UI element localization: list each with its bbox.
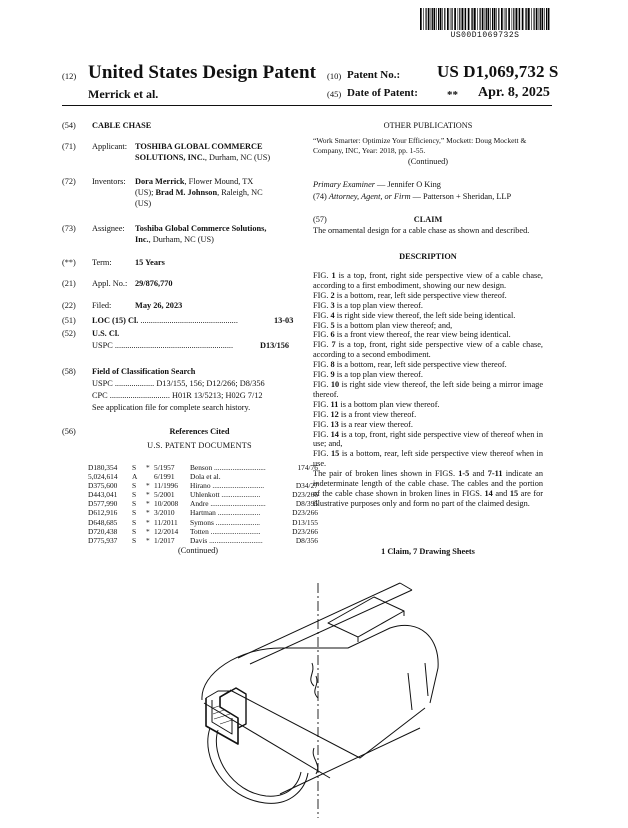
reference-date: 11/2011 [154, 517, 178, 527]
filed-label: Filed: [92, 301, 112, 310]
barcode-number: US00D1069732S [450, 31, 520, 40]
us-patent-documents-label: U.S. PATENT DOCUMENTS [147, 441, 252, 450]
reference-patent-number: D648,685 [88, 517, 118, 527]
term-value: 15 Years [135, 258, 165, 267]
examiner-name: — Jennifer O King [374, 180, 441, 189]
barcode-bar [501, 8, 503, 30]
barcode-bar [486, 8, 487, 30]
barcode-bar [528, 8, 530, 30]
barcode-bar [434, 8, 436, 30]
barcode-bar [544, 8, 545, 30]
description-paragraph: FIG. 15 is a bottom, rear, left side perspective view thereof when in use. [313, 449, 543, 469]
description-paragraph: The pair of broken lines shown in FIGS. 1-5 and 7-11 indicate an indeterminate length of the cable chase. The cables and the portion of the cable chase shown in broken lines in FIGS. 14 and 15 are for illustrative purposes only and form no part of the claimed design. [313, 469, 543, 508]
uspc-dots: ......................................................... [112, 341, 234, 350]
barcode-bar [525, 8, 526, 30]
barcode-bar [504, 8, 505, 30]
other-publications-title: OTHER PUBLICATIONS [383, 121, 473, 130]
header-code-10: (10) [327, 71, 342, 81]
barcode-bar [519, 8, 520, 30]
header-rule [62, 105, 552, 106]
loc-label: LOC (15) Cl. [92, 316, 139, 325]
inventor-2-name: Brad M. Johnson [155, 188, 218, 197]
reference-patent-number: D443,041 [88, 490, 118, 500]
patent-number-label: Patent No.: [347, 69, 401, 81]
examiner-label: Primary Examiner [313, 180, 375, 189]
reference-name: Totten ........................... [190, 526, 261, 536]
references-table [88, 463, 318, 545]
loc-value: 13-03 [274, 316, 294, 325]
representative-figure-drawing [190, 578, 450, 823]
reference-class: D13/155 [292, 517, 318, 527]
inventor-1-country: (US); [135, 188, 156, 197]
barcode-bar [450, 8, 451, 30]
reference-class: D8/395 [295, 499, 318, 509]
term-label: Term: [92, 258, 112, 267]
description-paragraph: FIG. 8 is a bottom, rear, left side perspective view thereof. [313, 360, 507, 370]
applicant-label: Applicant: [92, 142, 128, 151]
barcode-bar [471, 8, 472, 30]
barcode-bar [492, 8, 493, 30]
barcode-bar [512, 8, 513, 30]
barcode-bar [516, 8, 518, 30]
reference-class: D34/27 [295, 481, 318, 491]
field-72-code: (72) [62, 177, 76, 186]
reference-row [88, 508, 318, 517]
reference-kind: S [132, 499, 137, 509]
barcode-bar [542, 8, 544, 30]
reference-patent-number: D720,438 [88, 526, 118, 536]
reference-patent-number: 5,024,614 [88, 472, 118, 482]
reference-class: D23/266 [292, 490, 318, 500]
barcode-bar [454, 8, 456, 30]
inventor-1-location: , Flower Mound, TX [184, 177, 254, 186]
reference-date: 5/2001 [154, 490, 175, 500]
field-52-code: (52) [62, 329, 76, 338]
field-of-search-label: Field of Classification Search [92, 367, 196, 376]
attorney-code: (74) [313, 192, 327, 201]
reference-class: 174/76 [297, 463, 318, 472]
reference-row [88, 481, 318, 490]
description-paragraph: FIG. 6 is a front view thereof, the rear view being identical. [313, 330, 511, 340]
reference-row [88, 472, 318, 481]
barcode-bar [546, 8, 547, 30]
barcode-bar [442, 8, 443, 30]
barcode-bar [459, 8, 460, 30]
assignee-name-2: Inc. [135, 235, 149, 244]
reference-kind: S [132, 535, 137, 545]
field-58-code: (58) [62, 367, 76, 376]
barcode-bar [452, 8, 453, 30]
barcode-bar [431, 8, 432, 30]
applicant-location: , Durham, NC (US) [204, 153, 271, 162]
reference-class: D23/266 [292, 526, 318, 536]
reference-date: 1/2017 [154, 535, 175, 545]
description-paragraph: FIG. 13 is a rear view thereof. [313, 419, 414, 429]
uspc-value: D13/156 [260, 341, 290, 350]
barcode-bar [474, 8, 476, 30]
barcode-bar [522, 8, 524, 30]
reference-examiner-star: * [146, 535, 150, 545]
barcode-bar [462, 8, 464, 30]
search-history-note: See application file for complete search history. [92, 403, 251, 412]
description-paragraph: FIG. 2 is a bottom, rear, left side perspective view thereof. [313, 290, 507, 300]
other-publications-continued: (Continued) [407, 157, 449, 166]
barcode-bar [458, 8, 459, 30]
references-continued: (Continued) [177, 546, 219, 555]
barcode-bar [444, 8, 445, 30]
barcode-bar [440, 8, 442, 30]
reference-name: Dola et al. [190, 472, 221, 482]
document-type-title: United States Design Patent [88, 62, 317, 83]
date-of-patent: Apr. 8, 2025 [478, 85, 550, 100]
barcode-bar [531, 8, 532, 30]
barcode-bar [498, 8, 499, 30]
barcode-bar [464, 8, 465, 30]
barcode-bar [526, 8, 527, 30]
barcode-bar [482, 8, 484, 30]
barcode-bar [490, 8, 491, 30]
barcode-bar [423, 8, 424, 30]
applicant-name-2: SOLUTIONS, INC. [135, 153, 205, 162]
barcode-bar [548, 8, 550, 30]
barcode-bar [518, 8, 519, 30]
field-54-code: (54) [62, 121, 76, 130]
reference-row [88, 490, 318, 499]
reference-examiner-star [146, 472, 154, 481]
field-21-code: (21) [62, 279, 76, 288]
reference-name: Hirano ............................ [190, 481, 265, 491]
inventor-1-name: Dora Merrick [135, 177, 185, 186]
reference-examiner-star: * [146, 481, 150, 491]
description-paragraph: FIG. 9 is a top plan view thereof. [313, 370, 423, 380]
reference-name: Hartman ....................... [190, 508, 261, 518]
reference-row [88, 518, 318, 527]
appl-no-value: 29/876,770 [135, 279, 173, 288]
description-paragraph: FIG. 5 is a bottom plan view thereof; and, [313, 320, 453, 330]
assignee-location: , Durham, NC (US) [148, 235, 214, 244]
barcode-bar [477, 8, 478, 30]
field-51-code: (51) [62, 316, 76, 325]
field-71-code: (71) [62, 142, 76, 151]
appl-no-label: Appl. No.: [92, 279, 128, 288]
attorney-label: Attorney, Agent, or Firm [328, 192, 411, 201]
uspc-label: USPC [92, 341, 113, 350]
references-cited-label: References Cited [169, 427, 230, 436]
claims-sheets-count: 1 Claim, 7 Drawing Sheets [381, 547, 475, 556]
claim-title: CLAIM [413, 215, 443, 224]
barcode-bar [488, 8, 490, 30]
reference-row [88, 463, 318, 472]
reference-examiner-star: * [146, 526, 150, 536]
assignee-name: Toshiba Global Commerce Solutions, [135, 224, 267, 233]
field-56-code: (56) [62, 427, 76, 436]
reference-patent-number: D180,354 [88, 463, 118, 472]
reference-examiner-star: * [146, 490, 150, 500]
barcode-bar [506, 8, 507, 30]
field-22-code: (22) [62, 301, 76, 310]
reference-patent-number: D577,990 [88, 499, 118, 509]
inventors-label: Inventors: [92, 177, 126, 186]
barcode-bar [539, 8, 540, 30]
date-of-patent-label: Date of Patent: [347, 87, 418, 99]
attorney-name: — Patterson + Sheridan, LLP [410, 192, 512, 201]
reference-kind: A [132, 472, 138, 482]
barcode-bar [540, 8, 541, 30]
description-paragraph: FIG. 12 is a front view thereof. [313, 409, 417, 419]
loc-dots: ............................................... [138, 316, 238, 325]
us-cl-label: U.S. Cl. [92, 329, 120, 338]
assignee-label: Assignee: [92, 224, 125, 233]
reference-date: 10/2008 [154, 499, 179, 509]
applicant-name: TOSHIBA GLOBAL COMMERCE [135, 142, 263, 151]
field-73-code: (73) [62, 224, 76, 233]
other-publications-text: “Work Smarter: Optimize Your Efficiency,” Mockett: Doug Mockett & Company, INC, Year: 2018, pp. 1-55. [313, 136, 527, 155]
reference-date: 11/1996 [154, 481, 178, 491]
description-paragraph: FIG. 3 is a top plan view thereof. [313, 300, 423, 310]
field-of-search-uspc: USPC ................... D13/155, 156; D12/266; D8/356 [92, 379, 265, 388]
reference-date: 5/1957 [154, 463, 175, 472]
reference-examiner-star: * [146, 463, 150, 472]
reference-name: Davis ............................. [190, 535, 263, 545]
reference-name: Benson ............................ [190, 463, 266, 472]
term-code: (**) [62, 258, 76, 267]
description-text [313, 271, 543, 509]
description-paragraph: FIG. 14 is a top, front, right side perspective view of thereof when in use; and, [313, 429, 543, 449]
reference-kind: S [132, 526, 137, 536]
barcode-bar [426, 8, 427, 30]
reference-examiner-star: * [146, 517, 150, 527]
inventor-2-location: , Raleigh, NC [217, 188, 263, 197]
reference-kind: S [132, 463, 137, 472]
barcode-bar [432, 8, 433, 30]
inventor-2-country: (US) [135, 199, 152, 208]
barcode-bar [513, 8, 514, 30]
reference-row [88, 536, 318, 545]
description-paragraph: FIG. 11 is a bottom plan view thereof. [313, 399, 440, 409]
description-paragraph: FIG. 7 is a top, front, right side perspective view of a cable chase, according to a second embodiment. [313, 340, 543, 360]
patent-number: US D1,069,732 S [437, 62, 559, 81]
reference-examiner-star: * [146, 499, 150, 509]
reference-row [88, 499, 318, 508]
barcode-bar [534, 8, 535, 30]
filed-value: May 26, 2023 [135, 301, 183, 310]
reference-class: D8/356 [295, 535, 318, 545]
barcode-bar [496, 8, 497, 30]
barcode [420, 8, 550, 30]
reference-kind: S [132, 508, 137, 518]
inventors-short: Merrick et al. [88, 87, 159, 101]
reference-kind: S [132, 481, 137, 491]
description-paragraph: FIG. 1 is a top, front, right side perspective view of a cable chase, according to a first embodiment, showing our new design. [313, 271, 543, 290]
reference-row [88, 527, 318, 536]
barcode-bar [436, 8, 437, 30]
claim-text: The ornamental design for a cable chase as shown and described. [313, 226, 530, 235]
description-paragraph: FIG. 4 is right side view thereof, the left side being identical. [313, 310, 516, 320]
barcode-bar [465, 8, 466, 30]
barcode-bar [468, 8, 470, 30]
reference-patent-number: D775,937 [88, 535, 118, 545]
header-code-12: (12) [62, 71, 77, 81]
reference-name: Symons ........................ [190, 517, 261, 527]
reference-date: 12/2014 [154, 526, 179, 536]
reference-name: Uhlenkott ..................... [190, 490, 261, 500]
barcode-bar [438, 8, 439, 30]
design-title: CABLE CHASE [92, 121, 152, 130]
barcode-bar [536, 8, 538, 30]
reference-date: 6/1991 [154, 472, 175, 482]
claim-code: (57) [313, 215, 327, 224]
term-extension-stars: ** [447, 89, 458, 101]
reference-class: D23/266 [292, 508, 318, 518]
barcode-bar [480, 8, 481, 30]
barcode-bar [485, 8, 486, 30]
reference-kind: S [132, 490, 137, 500]
barcode-bar [428, 8, 430, 30]
reference-name: Andre .............................. [190, 499, 266, 509]
reference-examiner-star: * [146, 508, 150, 518]
description-title: DESCRIPTION [399, 252, 457, 261]
barcode-bar [420, 8, 422, 30]
header-code-45: (45) [327, 89, 342, 99]
reference-patent-number: D612,916 [88, 508, 118, 518]
barcode-bar [494, 8, 496, 30]
description-paragraph: FIG. 10 is right side view thereof, the left side being a mirror image thereof. [313, 379, 543, 399]
reference-kind: S [132, 517, 137, 527]
reference-patent-number: D375,600 [88, 481, 118, 491]
reference-date: 3/2010 [154, 508, 175, 518]
barcode-bar [472, 8, 473, 30]
barcode-bar [447, 8, 449, 30]
field-of-search-cpc: CPC ............................. H01R 13/5213; H02G 7/12 [92, 391, 263, 400]
barcode-bar [508, 8, 510, 30]
